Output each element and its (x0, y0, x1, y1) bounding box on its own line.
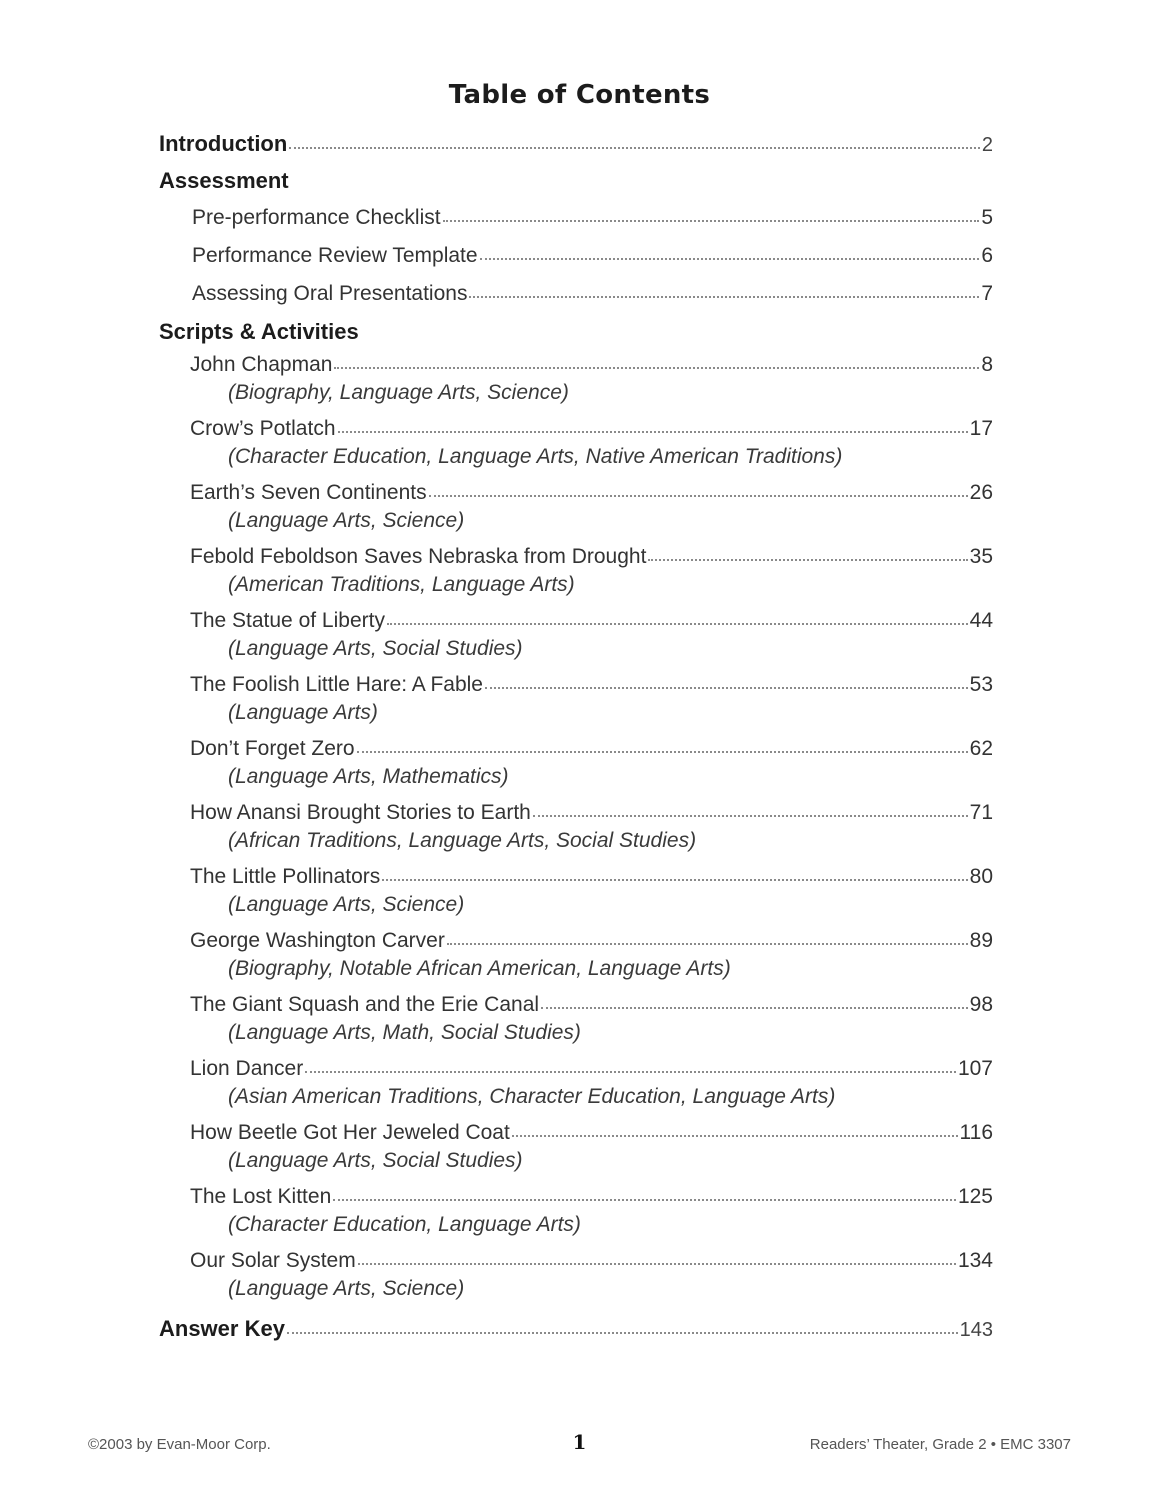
toc-entry-label: Answer Key (159, 1316, 285, 1341)
book-info: Readers’ Theater, Grade 2 • EMC 3307 (809, 1436, 1071, 1453)
toc-entry-label: The Little Pollinators (190, 865, 381, 888)
dot-leader (358, 1261, 956, 1265)
toc-entry-label: Crow’s Potlatch (190, 417, 336, 440)
toc-entry-script[interactable] (159, 414, 993, 478)
dot-leader (512, 1133, 958, 1137)
dot-leader (469, 294, 979, 298)
toc-entry-subjects: (Language Arts, Social Studies) (228, 637, 523, 660)
toc-entry-script[interactable] (159, 1118, 993, 1182)
page-title: Table of Contents (448, 80, 711, 110)
toc-entry-subjects: (Language Arts, Science) (228, 893, 465, 916)
toc-page-number: 2 (981, 134, 993, 156)
toc-page-number: 44 (969, 609, 993, 632)
toc-page-number: 134 (957, 1249, 993, 1272)
toc-entry-subjects: (Language Arts, Science) (228, 509, 465, 532)
toc-entry-script[interactable] (159, 1054, 993, 1118)
toc-page-number: 107 (957, 1057, 993, 1080)
copyright-notice: ©2003 by Evan-Moor Corp. (88, 1436, 271, 1453)
dot-leader (357, 749, 968, 753)
toc-entry-label: Performance Review Template (192, 244, 478, 267)
toc-page-number: 53 (969, 673, 993, 696)
toc-entry-label: George Washington Carver (190, 929, 445, 952)
section-heading-assessment: Assessment (159, 168, 289, 193)
toc-entry-script[interactable] (159, 1182, 993, 1246)
toc-entry-subjects: (Language Arts, Social Studies) (228, 1149, 523, 1172)
toc-entry-script[interactable] (159, 542, 993, 606)
toc-entry-subjects: (Biography, Language Arts, Science) (228, 381, 569, 404)
toc-entry-script[interactable] (159, 926, 993, 990)
dot-leader (648, 557, 967, 561)
section-heading-scripts: Scripts & Activities (159, 319, 359, 344)
toc-entry-script[interactable] (159, 478, 993, 542)
toc-entry-introduction[interactable] (159, 125, 993, 162)
toc-entry-label: How Anansi Brought Stories to Earth (190, 801, 531, 824)
toc-entry-subjects: (Biography, Notable African American, Language Arts) (228, 957, 731, 980)
toc-entry-subjects: (Language Arts, Math, Social Studies) (228, 1021, 581, 1044)
toc-entry-script[interactable] (159, 862, 993, 926)
toc-entry-label: Febold Feboldson Saves Nebraska from Drought (190, 545, 647, 568)
toc-entry-script[interactable] (159, 798, 993, 862)
toc-entry-script[interactable] (159, 606, 993, 670)
toc-entry-subjects: (Character Education, Language Arts) (228, 1213, 581, 1236)
page-footer (88, 1430, 1071, 1458)
toc-page-number: 62 (969, 737, 993, 760)
dot-leader (305, 1069, 956, 1073)
toc-page-number: 125 (957, 1185, 993, 1208)
dot-leader (287, 1330, 958, 1334)
toc-entry-script[interactable] (159, 1246, 993, 1310)
toc-entry-label: The Statue of Liberty (190, 609, 385, 632)
toc-entry-label: The Giant Squash and the Erie Canal (190, 993, 540, 1016)
toc-entry-label: Our Solar System (190, 1249, 356, 1272)
toc-entry-assessment[interactable] (159, 199, 993, 237)
toc-page-number: 98 (969, 993, 993, 1016)
toc-page-number: 5 (981, 206, 993, 229)
toc-entry-label: Introduction (159, 131, 288, 156)
toc-page-number: 7 (981, 282, 993, 305)
toc-entry-subjects: (Asian American Traditions, Character Education, Language Arts) (228, 1085, 836, 1108)
toc-page-number: 35 (969, 545, 993, 568)
dot-leader (541, 1005, 968, 1009)
toc-page-number: 8 (981, 353, 993, 376)
toc-entry-subjects: (Language Arts) (228, 701, 378, 724)
toc-entry-assessment[interactable] (159, 237, 993, 275)
dot-leader (333, 1197, 956, 1201)
toc-entry-subjects: (African Traditions, Language Arts, Social Studies) (228, 829, 697, 852)
toc-page-number: 26 (969, 481, 993, 504)
toc-entry-subjects: (Character Education, Language Arts, Native American Traditions) (228, 445, 843, 468)
toc-page-number: 6 (981, 244, 993, 267)
dot-leader (429, 493, 968, 497)
dot-leader (387, 621, 968, 625)
toc-entry-subjects: (Language Arts, Science) (228, 1277, 465, 1300)
toc-entry-script[interactable] (159, 990, 993, 1054)
toc-page-number: 17 (969, 417, 993, 440)
toc-page-number: 80 (969, 865, 993, 888)
toc-entry-script[interactable] (159, 734, 993, 798)
toc-entry-assessment[interactable] (159, 275, 993, 313)
table-of-contents (159, 125, 993, 1347)
dot-leader (338, 429, 968, 433)
toc-entry-subjects: (Language Arts, Mathematics) (228, 765, 509, 788)
dot-leader (443, 218, 980, 222)
toc-entry-label: Don’t Forget Zero (190, 737, 355, 760)
toc-page-number: 71 (969, 801, 993, 824)
toc-entry-script[interactable] (159, 670, 993, 734)
page-number: 1 (572, 1430, 587, 1454)
toc-entry-label: Assessing Oral Presentations (192, 282, 468, 305)
toc-entry-label: Pre-performance Checklist (192, 206, 441, 229)
toc-page-number: 143 (959, 1319, 993, 1341)
toc-entry-label: The Foolish Little Hare: A Fable (190, 673, 483, 696)
dot-leader (382, 877, 967, 881)
toc-page-number: 116 (959, 1121, 993, 1144)
dot-leader (480, 256, 980, 260)
dot-leader (334, 365, 979, 369)
dot-leader (533, 813, 968, 817)
toc-entry-label: The Lost Kitten (190, 1185, 332, 1208)
toc-entry-subjects: (American Traditions, Language Arts) (228, 573, 575, 596)
toc-page-number: 89 (969, 929, 993, 952)
toc-entry-label: Lion Dancer (190, 1057, 304, 1080)
toc-entry-script[interactable] (159, 350, 993, 414)
toc-entry-label: Earth’s Seven Continents (190, 481, 427, 504)
dot-leader (289, 145, 980, 149)
toc-entry-label: John Chapman (190, 353, 333, 376)
dot-leader (447, 941, 968, 945)
toc-entry-answer-key[interactable] (159, 1310, 993, 1347)
toc-entry-label: How Beetle Got Her Jeweled Coat (190, 1121, 510, 1144)
dot-leader (485, 685, 968, 689)
